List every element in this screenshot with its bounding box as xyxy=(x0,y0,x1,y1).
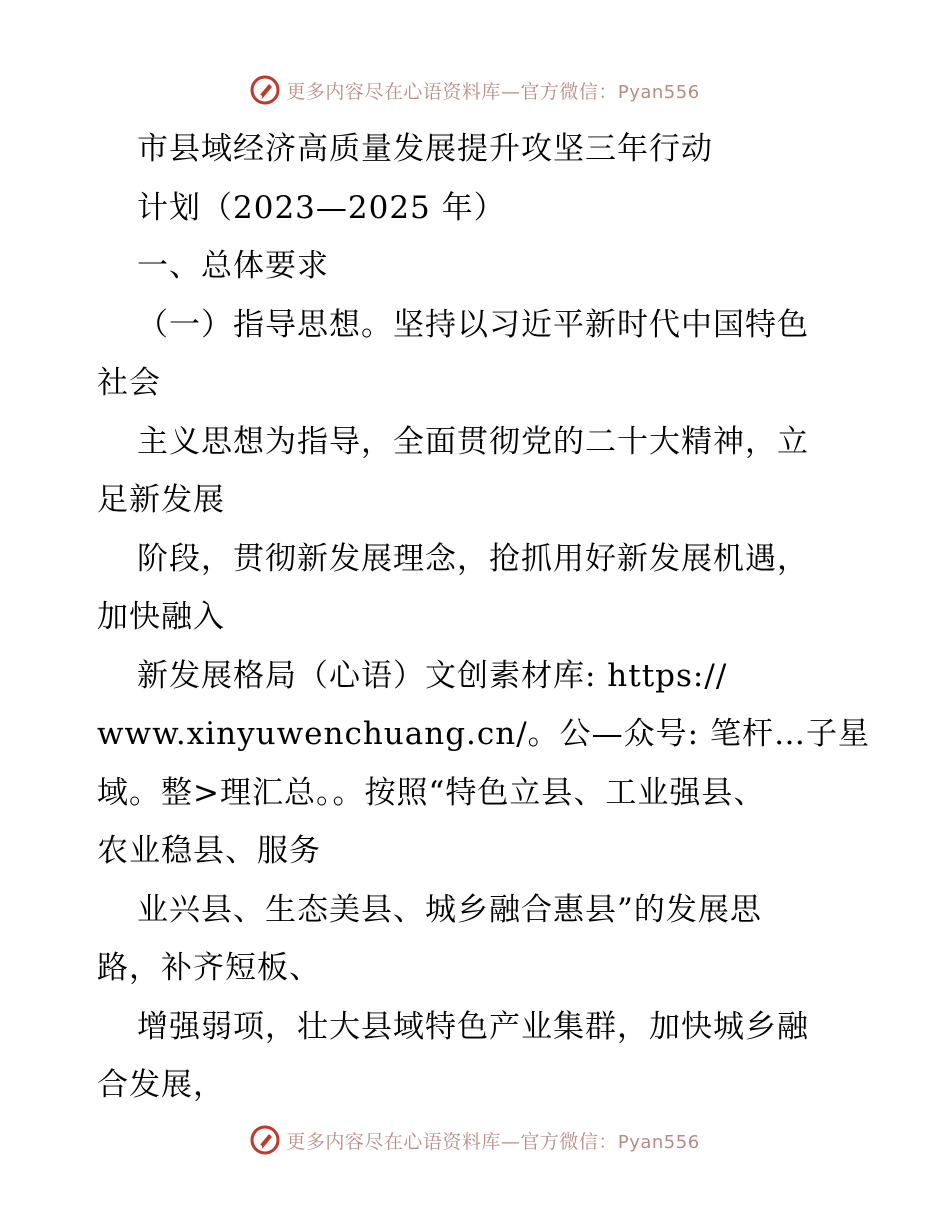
watermark-id: Pyan556 xyxy=(617,1131,700,1153)
paragraph-line: 阶段，贯彻新发展理念，抢抓用好新发展机遇， xyxy=(137,540,809,577)
pen-logo-icon xyxy=(250,75,280,105)
paragraph-line: 农业稳县、服务 xyxy=(97,833,321,869)
pen-logo-icon xyxy=(250,1125,280,1155)
paragraph-line: （一）指导思想。坚持以习近平新时代中国特色 xyxy=(137,306,809,343)
section-heading: 一、总体要求 xyxy=(137,248,329,284)
paragraph-line: 域。整>理汇总。。按照“特色立县、工业强县、 xyxy=(97,774,766,811)
paragraph-line: 新发展格局（心语）文创素材库: https:// xyxy=(137,657,728,694)
watermark-main: 更多内容尽在心语资料库 xyxy=(286,80,501,103)
paragraph-line: 社会 xyxy=(97,365,161,401)
document-body xyxy=(97,120,870,1115)
paragraph-line: www.xinyuwenchuang.cn/。公—众号: 笔杆…子星 xyxy=(97,716,870,752)
paragraph-line: 加快融入 xyxy=(97,599,225,635)
watermark-wechat: 官方微信： xyxy=(520,80,618,103)
watermark-wechat: 官方微信： xyxy=(520,1130,618,1153)
title-line-1: 市县域经济高质量发展提升攻坚三年行动 xyxy=(137,131,713,167)
watermark-dash: — xyxy=(500,1130,521,1153)
paragraph-line: 路，补齐短板、 xyxy=(97,950,321,986)
title-line-2: 计划（2023—2025 年） xyxy=(137,189,506,226)
paragraph-line: 足新发展 xyxy=(97,482,225,518)
watermark-main: 更多内容尽在心语资料库 xyxy=(286,1130,501,1153)
paragraph-line: 增强弱项，壮大县域特色产业集群，加快城乡融 xyxy=(137,1008,809,1045)
paragraph-line: 合发展， xyxy=(97,1067,225,1103)
watermark-text xyxy=(286,1127,699,1154)
paragraph-line: 业兴县、生态美县、城乡融合惠县”的发展思 xyxy=(137,891,762,928)
footer-watermark xyxy=(0,1122,950,1158)
paragraph-line: 主义思想为指导，全面贯彻党的二十大精神，立 xyxy=(137,423,809,460)
watermark-id: Pyan556 xyxy=(617,81,700,103)
watermark-text xyxy=(286,77,699,104)
header-watermark xyxy=(0,72,950,108)
watermark-dash: — xyxy=(500,80,521,103)
